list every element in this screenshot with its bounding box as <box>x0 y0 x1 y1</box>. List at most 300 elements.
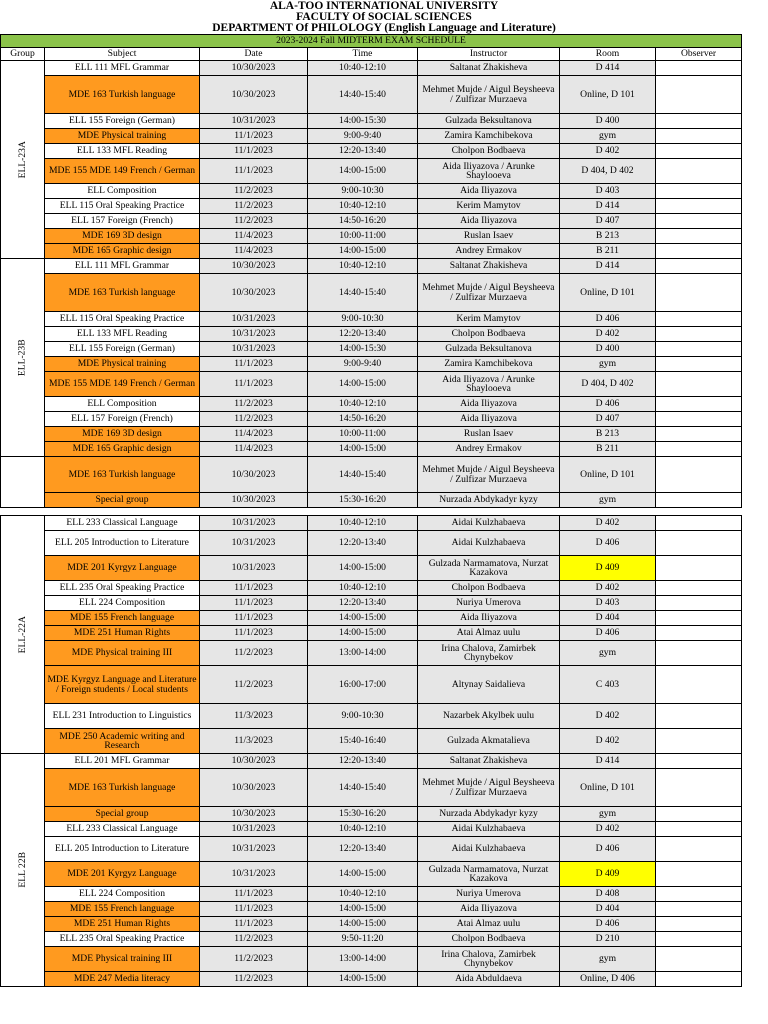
subject-cell: ELL 233 Classical Language <box>45 516 200 531</box>
table-row <box>1 611 742 626</box>
group-name: ELL 22B <box>16 852 28 888</box>
date-cell: 10/30/2023 <box>200 807 308 822</box>
room-cell: Online, D 101 <box>560 274 656 312</box>
date-cell: 11/1/2023 <box>200 159 308 184</box>
room-cell: Online, D 101 <box>560 76 656 114</box>
subject-cell: MDE Physical training III <box>45 641 200 666</box>
subject-cell: MDE 201 Kyrgyz Language <box>45 556 200 581</box>
table-row <box>1 666 742 704</box>
date-cell: 10/30/2023 <box>200 457 308 493</box>
time-cell: 14:00-15:00 <box>308 442 418 457</box>
time-cell: 15:30-16:20 <box>308 493 418 508</box>
faculty-name: FACULTY Of SOCIAL SCIENCES <box>296 11 472 23</box>
table-row <box>1 516 742 531</box>
time-cell: 14:50-16:20 <box>308 412 418 427</box>
group-name: ELL-23B <box>16 339 28 376</box>
date-cell: 10/31/2023 <box>200 556 308 581</box>
room-cell: D 414 <box>560 259 656 274</box>
subject-cell: ELL 235 Oral Speaking Practice <box>45 581 200 596</box>
instructor-cell: Saltanat Zhakisheva <box>418 61 560 76</box>
instructor-cell: Nuriya Umerova <box>418 887 560 902</box>
room-cell: D 406 <box>560 917 656 932</box>
instructor-cell: Gulzada Narmamatova, Nurzat Kazakova <box>418 556 560 581</box>
observer-cell <box>656 229 742 244</box>
observer-cell <box>656 342 742 357</box>
subject-cell: ELL 233 Classical Language <box>45 822 200 837</box>
subject-cell: ELL 155 Foreign (German) <box>45 342 200 357</box>
subject-cell: ELL 205 Introduction to Literature <box>45 531 200 556</box>
observer-cell <box>656 114 742 129</box>
room-cell: D 404 <box>560 902 656 917</box>
date-cell: 10/30/2023 <box>200 76 308 114</box>
date-cell: 10/31/2023 <box>200 837 308 862</box>
observer-cell <box>656 357 742 372</box>
time-cell: 14:00-15:30 <box>308 342 418 357</box>
subject-cell: ELL 235 Oral Speaking Practice <box>45 932 200 947</box>
time-cell: 9:00-9:40 <box>308 357 418 372</box>
date-cell: 10/31/2023 <box>200 531 308 556</box>
time-cell: 10:40-12:10 <box>308 887 418 902</box>
group-cell <box>1 457 45 508</box>
group-cell <box>1 259 45 457</box>
instructor-cell: Irina Chalova, Zamirbek Chynybekov <box>418 641 560 666</box>
instructor-cell: Aida Iliyazova / Arunke Shaylooeva <box>418 159 560 184</box>
date-cell: 11/2/2023 <box>200 412 308 427</box>
room-cell: D 403 <box>560 184 656 199</box>
room-cell: D 400 <box>560 342 656 357</box>
room-cell: D 407 <box>560 412 656 427</box>
time-cell: 10:40-12:10 <box>308 199 418 214</box>
subject-cell: MDE 163 Turkish language <box>45 769 200 807</box>
instructor-cell: Nurzada Abdykadyr kyzy <box>418 493 560 508</box>
observer-cell <box>656 807 742 822</box>
date-cell: 11/2/2023 <box>200 932 308 947</box>
instructor-cell: Andrey Ermakov <box>418 442 560 457</box>
room-cell: gym <box>560 129 656 144</box>
date-cell: 11/4/2023 <box>200 442 308 457</box>
subject-cell: MDE Physical training <box>45 129 200 144</box>
table-row <box>1 729 742 754</box>
room-cell: D 402 <box>560 144 656 159</box>
subject-cell: ELL Composition <box>45 184 200 199</box>
table-row <box>1 312 742 327</box>
observer-cell <box>656 493 742 508</box>
subject-cell: MDE 155 French language <box>45 902 200 917</box>
instructor-cell: Cholpon Bodbaeva <box>418 932 560 947</box>
room-cell: D 407 <box>560 214 656 229</box>
time-cell: 16:00-17:00 <box>308 666 418 704</box>
observer-cell <box>656 259 742 274</box>
instructor-cell: Aidai Kulzhabaeva <box>418 516 560 531</box>
time-cell: 14:00-15:00 <box>308 862 418 887</box>
subject-cell: MDE 251 Human Rights <box>45 626 200 641</box>
time-cell: 10:40-12:10 <box>308 259 418 274</box>
table-row <box>1 902 742 917</box>
table-row <box>1 626 742 641</box>
room-cell: D 406 <box>560 837 656 862</box>
subject-cell: MDE 155 MDE 149 French / German <box>45 159 200 184</box>
subject-cell: ELL 133 MFL Reading <box>45 144 200 159</box>
instructor-cell: Aida Iliyazova / Arunke Shaylooeva <box>418 372 560 397</box>
room-cell: D 402 <box>560 516 656 531</box>
time-cell: 14:50-16:20 <box>308 214 418 229</box>
instructor-cell: Cholpon Bodbaeva <box>418 581 560 596</box>
time-cell: 14:00-15:00 <box>308 972 418 987</box>
date-cell: 11/1/2023 <box>200 902 308 917</box>
date-cell: 11/1/2023 <box>200 611 308 626</box>
room-cell: D 402 <box>560 822 656 837</box>
table-row <box>1 641 742 666</box>
subject-cell: MDE Physical training <box>45 357 200 372</box>
room-cell: D 400 <box>560 114 656 129</box>
column-header-time: Time <box>308 48 418 61</box>
subject-cell: MDE 155 French language <box>45 611 200 626</box>
column-header-date: Date <box>200 48 308 61</box>
instructor-cell: Ruslan Isaev <box>418 427 560 442</box>
observer-cell <box>656 862 742 887</box>
observer-cell <box>656 184 742 199</box>
column-header-group: Group <box>1 48 45 61</box>
time-cell: 14:00-15:30 <box>308 114 418 129</box>
room-cell: gym <box>560 357 656 372</box>
observer-cell <box>656 917 742 932</box>
table-row <box>1 159 742 184</box>
room-cell: D 409 <box>560 862 656 887</box>
observer-cell <box>656 61 742 76</box>
table-row <box>1 61 742 76</box>
table-row <box>1 129 742 144</box>
time-cell: 15:40-16:40 <box>308 729 418 754</box>
table-row <box>1 327 742 342</box>
table-row <box>1 184 742 199</box>
room-cell: D 403 <box>560 596 656 611</box>
subject-cell: MDE 247 Media literacy <box>45 972 200 987</box>
instructor-cell: Aidai Kulzhabaeva <box>418 822 560 837</box>
subject-cell: MDE Physical training III <box>45 947 200 972</box>
instructor-cell: Nurzada Abdykadyr kyzy <box>418 807 560 822</box>
group-separator <box>1 508 742 516</box>
room-cell: D 414 <box>560 61 656 76</box>
subject-cell: MDE 201 Kyrgyz Language <box>45 862 200 887</box>
subject-cell: MDE 155 MDE 149 French / German <box>45 372 200 397</box>
room-cell: D 402 <box>560 327 656 342</box>
table-row <box>1 244 742 259</box>
subject-cell: MDE 163 Turkish language <box>45 274 200 312</box>
room-cell: D 406 <box>560 312 656 327</box>
observer-cell <box>656 837 742 862</box>
group-name: ELL-22A <box>16 615 28 654</box>
time-cell: 14:00-15:00 <box>308 611 418 626</box>
observer-cell <box>656 199 742 214</box>
observer-cell <box>656 372 742 397</box>
time-cell: 14:40-15:40 <box>308 769 418 807</box>
subject-cell: ELL 231 Introduction to Linguistics <box>45 704 200 729</box>
room-cell: B 211 <box>560 442 656 457</box>
room-cell: D 408 <box>560 887 656 902</box>
observer-cell <box>656 442 742 457</box>
room-cell: gym <box>560 947 656 972</box>
time-cell: 14:00-15:00 <box>308 244 418 259</box>
table-row <box>1 214 742 229</box>
table-row <box>1 862 742 887</box>
subject-cell: MDE 169 3D design <box>45 427 200 442</box>
time-cell: 9:00-10:30 <box>308 184 418 199</box>
room-cell: gym <box>560 493 656 508</box>
room-cell: D 406 <box>560 531 656 556</box>
date-cell: 11/3/2023 <box>200 704 308 729</box>
room-cell: D 409 <box>560 556 656 581</box>
date-cell: 11/4/2023 <box>200 244 308 259</box>
table-row <box>1 114 742 129</box>
observer-cell <box>656 516 742 531</box>
group-name: ELL-23A <box>16 140 28 179</box>
time-cell: 9:00-9:40 <box>308 129 418 144</box>
time-cell: 13:00-14:00 <box>308 641 418 666</box>
date-cell: 11/1/2023 <box>200 129 308 144</box>
date-cell: 11/1/2023 <box>200 626 308 641</box>
time-cell: 14:40-15:40 <box>308 457 418 493</box>
observer-cell <box>656 76 742 114</box>
time-cell: 14:00-15:00 <box>308 372 418 397</box>
subject-cell: ELL 115 Oral Speaking Practice <box>45 312 200 327</box>
exam-schedule-table <box>0 34 742 987</box>
time-cell: 12:20-13:40 <box>308 144 418 159</box>
room-cell: D 406 <box>560 626 656 641</box>
date-cell: 10/30/2023 <box>200 274 308 312</box>
instructor-cell: Atai Almaz uulu <box>418 917 560 932</box>
date-cell: 10/30/2023 <box>200 493 308 508</box>
group-cell <box>1 61 45 259</box>
time-cell: 10:40-12:10 <box>308 516 418 531</box>
observer-cell <box>656 887 742 902</box>
room-cell: D 414 <box>560 199 656 214</box>
instructor-cell: Zamira Kamchibekova <box>418 129 560 144</box>
group-cell <box>1 754 45 987</box>
room-cell: Online, D 101 <box>560 769 656 807</box>
table-row <box>1 581 742 596</box>
column-header-subject: Subject <box>45 48 200 61</box>
subject-cell: MDE 163 Turkish language <box>45 76 200 114</box>
subject-cell: MDE Kyrgyz Language and Literature / Foreign students / Local students <box>45 666 200 704</box>
schedule-body <box>1 61 742 987</box>
table-row <box>1 596 742 611</box>
room-cell: B 211 <box>560 244 656 259</box>
observer-cell <box>656 312 742 327</box>
table-row <box>1 932 742 947</box>
table-row <box>1 917 742 932</box>
time-cell: 10:40-12:10 <box>308 61 418 76</box>
observer-cell <box>656 397 742 412</box>
room-cell: gym <box>560 807 656 822</box>
time-cell: 12:20-13:40 <box>308 531 418 556</box>
date-cell: 11/4/2023 <box>200 229 308 244</box>
table-row <box>1 357 742 372</box>
instructor-cell: Aida Abduldaeva <box>418 972 560 987</box>
instructor-cell: Gulzada Beksultanova <box>418 114 560 129</box>
table-row <box>1 769 742 807</box>
time-cell: 10:00-11:00 <box>308 229 418 244</box>
room-cell: D 210 <box>560 932 656 947</box>
date-cell: 11/4/2023 <box>200 427 308 442</box>
time-cell: 12:20-13:40 <box>308 754 418 769</box>
instructor-cell: Saltanat Zhakisheva <box>418 754 560 769</box>
subject-cell: ELL 224 Composition <box>45 887 200 902</box>
instructor-cell: Aida Iliyazova <box>418 214 560 229</box>
room-cell: D 404, D 402 <box>560 372 656 397</box>
date-cell: 11/2/2023 <box>200 947 308 972</box>
instructor-cell: Aidai Kulzhabaeva <box>418 531 560 556</box>
instructor-cell: Aida Iliyazova <box>418 412 560 427</box>
observer-cell <box>656 581 742 596</box>
subject-cell: MDE 163 Turkish language <box>45 457 200 493</box>
subject-cell: ELL 157 Foreign (French) <box>45 214 200 229</box>
time-cell: 12:20-13:40 <box>308 327 418 342</box>
table-row <box>1 342 742 357</box>
instructor-cell: Mehmet Mujde / Aigul Beysheeva / Zulfizar Murzaeva <box>418 76 560 114</box>
table-row <box>1 822 742 837</box>
table-row <box>1 274 742 312</box>
subject-cell: Special group <box>45 807 200 822</box>
observer-cell <box>656 947 742 972</box>
date-cell: 11/1/2023 <box>200 917 308 932</box>
table-row <box>1 259 742 274</box>
table-row <box>1 972 742 987</box>
university-name: ALA-TOO INTERNATIONAL UNIVERSITY <box>269 0 499 12</box>
table-row <box>1 887 742 902</box>
room-cell: D 402 <box>560 704 656 729</box>
table-row <box>1 372 742 397</box>
room-cell: D 406 <box>560 397 656 412</box>
table-row <box>1 76 742 114</box>
time-cell: 14:00-15:00 <box>308 902 418 917</box>
instructor-cell: Aida Iliyazova <box>418 184 560 199</box>
observer-cell <box>656 244 742 259</box>
instructor-cell: Mehmet Mujde / Aigul Beysheeva / Zulfizar Murzaeva <box>418 769 560 807</box>
instructor-cell: Gulzada Narmamatova, Nurzat Kazakova <box>418 862 560 887</box>
instructor-cell: Altynay Saidalieva <box>418 666 560 704</box>
column-header-row <box>1 48 742 61</box>
instructor-cell: Zamira Kamchibekova <box>418 357 560 372</box>
instructor-cell: Nazarbek Akylbek uulu <box>418 704 560 729</box>
subject-cell: ELL 155 Foreign (German) <box>45 114 200 129</box>
subject-cell: ELL 224 Composition <box>45 596 200 611</box>
room-cell: Online, D 101 <box>560 457 656 493</box>
time-cell: 12:20-13:40 <box>308 837 418 862</box>
room-cell: D 402 <box>560 581 656 596</box>
subject-cell: ELL Composition <box>45 397 200 412</box>
table-row <box>1 397 742 412</box>
date-cell: 10/31/2023 <box>200 862 308 887</box>
room-cell: B 213 <box>560 427 656 442</box>
subject-cell: MDE 165 Graphic design <box>45 442 200 457</box>
column-header-instructor: Instructor <box>418 48 560 61</box>
observer-cell <box>656 972 742 987</box>
instructor-cell: Cholpon Bodbaeva <box>418 144 560 159</box>
room-cell: C 403 <box>560 666 656 704</box>
instructor-cell: Kerim Mamytov <box>418 199 560 214</box>
table-row <box>1 457 742 493</box>
observer-cell <box>656 427 742 442</box>
table-row <box>1 556 742 581</box>
observer-cell <box>656 641 742 666</box>
date-cell: 11/1/2023 <box>200 887 308 902</box>
instructor-cell: Gulzada Akmatalieva <box>418 729 560 754</box>
time-cell: 14:00-15:00 <box>308 917 418 932</box>
subject-cell: MDE 169 3D design <box>45 229 200 244</box>
date-cell: 10/31/2023 <box>200 342 308 357</box>
table-row <box>1 427 742 442</box>
time-cell: 9:50-11:20 <box>308 932 418 947</box>
table-row <box>1 229 742 244</box>
subject-cell: Special group <box>45 493 200 508</box>
time-cell: 14:00-15:00 <box>308 159 418 184</box>
instructor-cell: Andrey Ermakov <box>418 244 560 259</box>
date-cell: 10/31/2023 <box>200 516 308 531</box>
date-cell: 10/30/2023 <box>200 61 308 76</box>
instructor-cell: Aida Iliyazova <box>418 397 560 412</box>
instructor-cell: Mehmet Mujde / Aigul Beysheeva / Zulfizar Murzaeva <box>418 274 560 312</box>
observer-cell <box>656 902 742 917</box>
observer-cell <box>656 822 742 837</box>
instructor-cell: Aidai Kulzhabaeva <box>418 837 560 862</box>
table-row <box>1 199 742 214</box>
subject-cell: ELL 133 MFL Reading <box>45 327 200 342</box>
instructor-cell: Nuriya Umerova <box>418 596 560 611</box>
room-cell: Online, D 406 <box>560 972 656 987</box>
date-cell: 11/3/2023 <box>200 729 308 754</box>
time-cell: 13:00-14:00 <box>308 947 418 972</box>
room-cell: D 414 <box>560 754 656 769</box>
date-cell: 11/2/2023 <box>200 199 308 214</box>
date-cell: 11/2/2023 <box>200 184 308 199</box>
observer-cell <box>656 129 742 144</box>
instructor-cell: Aida Iliyazova <box>418 902 560 917</box>
table-row <box>1 442 742 457</box>
room-cell: B 213 <box>560 229 656 244</box>
room-cell: D 404 <box>560 611 656 626</box>
instructor-cell: Aida Iliyazova <box>418 611 560 626</box>
time-cell: 12:20-13:40 <box>308 596 418 611</box>
date-cell: 11/2/2023 <box>200 641 308 666</box>
observer-cell <box>656 144 742 159</box>
observer-cell <box>656 666 742 704</box>
schedule-title-row <box>1 35 742 48</box>
observer-cell <box>656 531 742 556</box>
observer-cell <box>656 327 742 342</box>
department-name: DEPARTMENT Of PHILOLOGY (English Language and Literature) <box>212 22 556 34</box>
observer-cell <box>656 159 742 184</box>
instructor-cell: Saltanat Zhakisheva <box>418 259 560 274</box>
date-cell: 10/30/2023 <box>200 754 308 769</box>
date-cell: 11/1/2023 <box>200 144 308 159</box>
observer-cell <box>656 729 742 754</box>
subject-cell: MDE 251 Human Rights <box>45 917 200 932</box>
time-cell: 15:30-16:20 <box>308 807 418 822</box>
table-row <box>1 144 742 159</box>
time-cell: 14:00-15:00 <box>308 556 418 581</box>
instructor-cell: Irina Chalova, Zamirbek Chynybekov <box>418 947 560 972</box>
time-cell: 9:00-10:30 <box>308 704 418 729</box>
instructor-cell: Kerim Mamytov <box>418 312 560 327</box>
date-cell: 11/1/2023 <box>200 596 308 611</box>
date-cell: 10/31/2023 <box>200 822 308 837</box>
room-cell: D 404, D 402 <box>560 159 656 184</box>
observer-cell <box>656 457 742 493</box>
column-header-observer: Observer <box>656 48 742 61</box>
room-cell: gym <box>560 641 656 666</box>
table-row <box>1 531 742 556</box>
table-row <box>1 493 742 508</box>
